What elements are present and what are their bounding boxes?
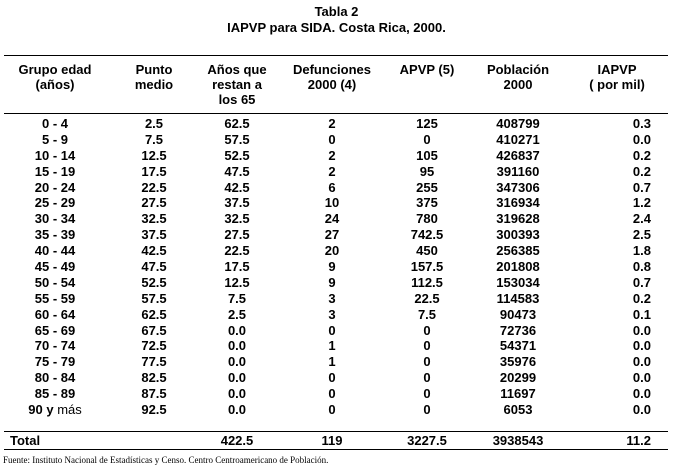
header-punto-medio: Punto medio <box>134 62 174 92</box>
cell-apvp: 780 <box>416 211 438 227</box>
cell-apvp: 95 <box>419 163 435 179</box>
cell-poblacion: 90473 <box>499 306 537 322</box>
cell-punto-medio: 87.5 <box>141 386 167 402</box>
cell-apvp: 22.5 <box>414 290 440 306</box>
table-row <box>0 275 673 291</box>
cell-grupo-edad: 30 - 34 <box>34 211 76 227</box>
cell-anos-restan: 0.0 <box>227 338 247 354</box>
cell-iapvp: 0.1 <box>632 306 651 322</box>
cell-anos-restan: 37.5 <box>224 195 250 211</box>
cell-poblacion: 20299 <box>499 370 537 386</box>
table-row <box>0 243 673 259</box>
cell-defunciones: 0 <box>328 402 336 418</box>
cell-apvp: 0 <box>423 402 431 418</box>
cell-apvp: 105 <box>416 147 438 163</box>
table-row <box>0 307 673 323</box>
cell-anos-restan: 62.5 <box>224 116 250 131</box>
cell-iapvp: 2.5 <box>632 227 651 243</box>
cell-apvp: 0 <box>423 386 431 402</box>
cell-defunciones: 3 <box>328 290 336 306</box>
cell-apvp: 255 <box>416 179 438 195</box>
cell-iapvp: 0.8 <box>632 259 651 275</box>
cell-grupo-edad: 25 - 29 <box>34 195 76 211</box>
cell-grupo-edad: 70 - 74 <box>34 338 76 354</box>
top-rule <box>4 55 668 56</box>
cell-apvp: 0 <box>423 131 431 147</box>
source-note: Fuente: Instituto Nacional de Estadísticas y Censo. Centro Centroamericano de Población. <box>3 455 329 465</box>
table-row <box>0 148 673 164</box>
cell-poblacion: 426837 <box>496 147 540 163</box>
table-title: IAPVP para SIDA. Costa Rica, 2000. <box>227 20 446 35</box>
cell-poblacion: 347306 <box>496 179 540 195</box>
cell-grupo-edad: 65 - 69 <box>34 322 76 338</box>
cell-apvp: 157.5 <box>410 259 444 275</box>
cell-iapvp: 1.2 <box>632 195 651 211</box>
total-apvp: 3227.5 <box>407 433 447 448</box>
cell-iapvp: 2.4 <box>632 211 651 227</box>
table-row <box>0 370 673 386</box>
cell-iapvp: 0.2 <box>632 290 651 306</box>
cell-punto-medio: 72.5 <box>141 338 167 354</box>
cell-punto-medio: 22.5 <box>141 179 167 195</box>
cell-punto-medio: 77.5 <box>141 354 167 370</box>
cell-iapvp: 0.0 <box>632 402 651 418</box>
table-row <box>0 132 673 148</box>
cell-grupo-edad: 10 - 14 <box>34 147 76 163</box>
cell-apvp: 0 <box>423 338 431 354</box>
bottom-rule <box>4 449 668 450</box>
cell-defunciones: 6 <box>328 179 336 195</box>
cell-poblacion: 256385 <box>496 243 540 259</box>
total-row <box>0 432 673 449</box>
cell-defunciones: 0 <box>328 386 336 402</box>
cell-anos-restan: 52.5 <box>224 147 250 163</box>
cell-punto-medio: 32.5 <box>141 211 167 227</box>
cell-grupo-edad: 55 - 59 <box>34 290 76 306</box>
table-row <box>0 323 673 339</box>
cell-punto-medio: 92.5 <box>141 402 167 418</box>
cell-apvp: 112.5 <box>411 274 443 290</box>
table-row <box>0 402 673 418</box>
cell-poblacion: 35976 <box>499 354 537 370</box>
total-label: Total <box>10 433 41 448</box>
cell-poblacion: 6053 <box>503 402 533 418</box>
cell-poblacion: 153034 <box>496 274 540 290</box>
cell-defunciones: 10 <box>324 195 340 211</box>
cell-iapvp: 0.0 <box>632 354 651 370</box>
table-row <box>0 180 673 196</box>
table-row <box>0 211 673 227</box>
cell-poblacion: 316934 <box>496 195 540 211</box>
cell-punto-medio: 42.5 <box>141 243 167 259</box>
header-poblacion: Población 2000 <box>486 62 550 92</box>
cell-grupo-edad: 15 - 19 <box>34 163 76 179</box>
cell-defunciones: 1 <box>328 338 336 354</box>
cell-grupo-edad: 50 - 54 <box>34 274 76 290</box>
cell-punto-medio: 27.5 <box>141 195 167 211</box>
cell-defunciones: 1 <box>328 354 336 370</box>
cell-apvp: 125 <box>416 116 438 131</box>
cell-grupo-edad: 60 - 64 <box>34 306 76 322</box>
cell-punto-medio: 82.5 <box>141 370 167 386</box>
cell-poblacion: 11697 <box>500 386 536 402</box>
header-anos-restan: Años que restan a los 65 <box>207 62 267 107</box>
cell-anos-restan: 22.5 <box>224 243 250 259</box>
cell-iapvp: 0.2 <box>632 163 651 179</box>
cell-iapvp: 0.3 <box>632 116 651 131</box>
cell-defunciones: 9 <box>328 274 336 290</box>
total-defunciones: 119 <box>321 433 343 448</box>
cell-punto-medio: 47.5 <box>141 259 167 275</box>
cell-anos-restan: 27.5 <box>224 227 250 243</box>
cell-anos-restan: 0.0 <box>227 354 247 370</box>
cell-apvp: 0 <box>423 322 431 338</box>
cell-defunciones: 2 <box>328 116 336 131</box>
cell-poblacion: 114583 <box>496 290 540 306</box>
cell-apvp: 0 <box>423 354 431 370</box>
cell-poblacion: 54371 <box>499 338 537 354</box>
cell-apvp: 7.5 <box>417 306 437 322</box>
cell-punto-medio: 67.5 <box>141 322 167 338</box>
cell-anos-restan: 0.0 <box>227 322 247 338</box>
header-apvp: APVP (5) <box>399 62 455 77</box>
cell-defunciones: 27 <box>324 227 340 243</box>
cell-anos-restan: 47.5 <box>224 163 250 179</box>
cell-grupo-edad: 40 - 44 <box>34 243 76 259</box>
table-row <box>0 291 673 307</box>
cell-anos-restan: 57.5 <box>224 131 250 147</box>
cell-anos-restan: 0.0 <box>227 386 247 402</box>
cell-defunciones: 2 <box>328 163 336 179</box>
cell-defunciones: 9 <box>328 259 336 275</box>
cell-apvp: 0 <box>423 370 431 386</box>
cell-defunciones: 0 <box>328 370 336 386</box>
table-row <box>0 195 673 211</box>
total-anos: 422.5 <box>220 433 254 448</box>
cell-poblacion: 408799 <box>496 116 540 131</box>
cell-iapvp: 0.0 <box>632 131 651 147</box>
cell-poblacion: 72736 <box>499 322 537 338</box>
cell-defunciones: 0 <box>328 322 336 338</box>
cell-iapvp: 1.8 <box>632 243 651 259</box>
cell-defunciones: 20 <box>324 243 340 259</box>
table-row <box>0 116 673 132</box>
cell-defunciones: 0 <box>328 131 336 147</box>
cell-iapvp: 0.2 <box>632 147 651 163</box>
cell-anos-restan: 17.5 <box>224 259 250 275</box>
header-rule <box>4 113 668 114</box>
total-iapvp: 11.2 <box>626 433 651 448</box>
cell-grupo-edad: 20 - 24 <box>34 179 76 195</box>
cell-anos-restan: 12.5 <box>224 274 250 290</box>
cell-punto-medio: 7.5 <box>144 131 164 147</box>
cell-grupo-edad: 75 - 79 <box>34 354 76 370</box>
table-row <box>0 259 673 275</box>
cell-grupo-edad: 0 - 4 <box>41 116 68 131</box>
table-number: Tabla 2 <box>314 4 359 19</box>
cell-apvp: 450 <box>416 243 438 259</box>
cell-grupo-edad: 45 - 49 <box>34 259 76 275</box>
cell-poblacion: 300393 <box>496 227 540 243</box>
header-defunciones: Defunciones 2000 (4) <box>292 62 371 92</box>
cell-punto-medio: 17.5 <box>141 163 167 179</box>
table-row <box>0 338 673 354</box>
table-row <box>0 227 673 243</box>
cell-defunciones: 2 <box>328 147 336 163</box>
cell-poblacion: 201808 <box>496 259 540 275</box>
cell-grupo-edad: 90 y más <box>28 402 82 418</box>
cell-iapvp: 0.7 <box>632 179 651 195</box>
table-row <box>0 164 673 180</box>
cell-punto-medio: 37.5 <box>141 227 167 243</box>
cell-iapvp: 0.7 <box>632 274 651 290</box>
cell-punto-medio: 12.5 <box>141 147 167 163</box>
cell-punto-medio: 2.5 <box>144 116 164 131</box>
cell-anos-restan: 32.5 <box>224 211 250 227</box>
grupo-suffix: más <box>57 402 82 418</box>
cell-anos-restan: 2.5 <box>227 306 247 322</box>
table-body <box>0 116 673 418</box>
cell-defunciones: 24 <box>324 211 340 227</box>
cell-poblacion: 410271 <box>496 131 540 147</box>
table-row <box>0 386 673 402</box>
cell-anos-restan: 7.5 <box>227 290 247 306</box>
cell-anos-restan: 42.5 <box>224 179 250 195</box>
total-poblacion: 3938543 <box>492 433 544 448</box>
cell-apvp: 742.5 <box>410 227 444 243</box>
cell-grupo-edad: 35 - 39 <box>34 227 76 243</box>
cell-punto-medio: 62.5 <box>141 306 167 322</box>
header-grupo-edad: Grupo edad (años) <box>18 62 92 92</box>
cell-iapvp: 0.0 <box>632 338 651 354</box>
table-row <box>0 354 673 370</box>
cell-anos-restan: 0.0 <box>227 370 247 386</box>
cell-grupo-edad: 5 - 9 <box>41 131 68 147</box>
cell-iapvp: 0.0 <box>632 370 651 386</box>
header-iapvp: IAPVP ( por mil) <box>589 62 645 92</box>
cell-anos-restan: 0.0 <box>227 402 247 418</box>
cell-iapvp: 0.0 <box>632 386 651 402</box>
cell-apvp: 375 <box>416 195 438 211</box>
cell-poblacion: 391160 <box>496 163 540 179</box>
cell-punto-medio: 57.5 <box>141 290 167 306</box>
cell-iapvp: 0.0 <box>632 322 651 338</box>
cell-grupo-edad: 80 - 84 <box>34 370 76 386</box>
cell-poblacion: 319628 <box>496 211 540 227</box>
cell-grupo-edad: 85 - 89 <box>34 386 76 402</box>
cell-defunciones: 3 <box>328 306 336 322</box>
cell-punto-medio: 52.5 <box>141 274 167 290</box>
